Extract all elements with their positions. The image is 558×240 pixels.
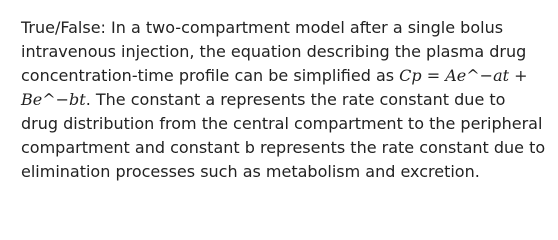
question-line-5: drug distribution from the central compartment to the peripheral: [21, 114, 543, 133]
equation-part-2: Be^−bt: [21, 90, 86, 109]
question-line-1: True/False: In a two-compartment model after a single bolus: [21, 18, 504, 37]
equation-part-1: Cp = Ae^−at +: [399, 66, 528, 85]
question-line-6: compartment and constant b represents the rate constant due to: [21, 138, 546, 157]
question-line-2: intravenous injection, the equation describing the plasma drug: [21, 42, 527, 61]
question-line-7: elimination processes such as metabolism and excretion.: [21, 162, 480, 181]
question-line-4-text: . The constant a represents the rate constant due to: [85, 90, 506, 109]
question-line-3: [21, 64, 543, 88]
question-line-3-text: concentration-time profile can be simplified as: [21, 66, 400, 85]
question-text: [21, 16, 546, 184]
question-line-4: [21, 88, 543, 112]
